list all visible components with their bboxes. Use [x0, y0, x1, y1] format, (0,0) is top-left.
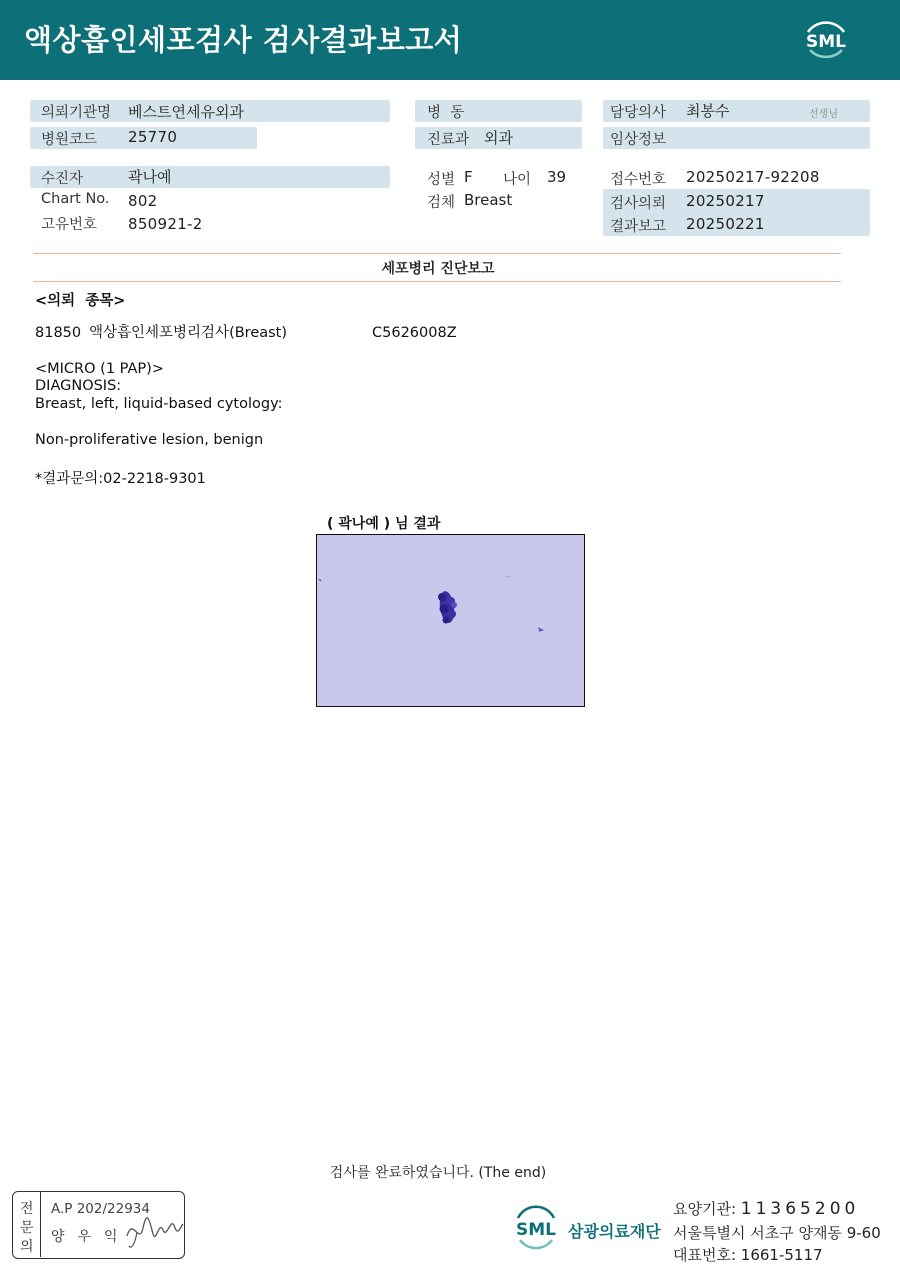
doctor-value: 최봉수 [686, 102, 730, 120]
institution-value: 베스트연세유외과 [128, 103, 244, 121]
department-label: 진료과 [427, 132, 470, 148]
specimen-value: Breast [464, 191, 513, 209]
report-date-value: 20250221 [686, 215, 765, 233]
micro-heading: <MICRO (1 PAP)> [35, 361, 164, 377]
report-title: 액상흡인세포검사 검사결과보고서 [24, 23, 463, 57]
receipt-label: 접수번호 [610, 172, 667, 188]
section-title: 세포병리 진단보고 [381, 261, 495, 277]
phone-label: 대표번호: [673, 1246, 737, 1264]
request-label: 검사의뢰 [610, 196, 667, 212]
end-text: 검사를 완료하였습니다. (The end) [329, 1165, 547, 1181]
pathologist-name: 양우익 [51, 1229, 131, 1245]
svg-text:SML: SML [806, 32, 846, 52]
test-name: 액상흡인세포병리검사(Breast) [89, 325, 288, 341]
chart-value: 802 [128, 192, 158, 210]
signature-mark [123, 1206, 185, 1252]
phone-line [673, 1244, 823, 1265]
diagnosis-site: Breast, left, liquid-based cytology: [35, 396, 283, 412]
sex-label: 성별 [427, 172, 456, 188]
receipt-value: 20250217-92208 [686, 168, 820, 186]
pathologist-license: A.P 202/22934 [51, 1201, 150, 1217]
hospital-code-value: 25770 [128, 128, 178, 146]
doctor-label: 담당의사 [610, 105, 667, 121]
care-value: 11365200 [740, 1199, 860, 1219]
test-id: C5626008Z [372, 325, 457, 341]
request-heading: <의뢰 종목> [35, 293, 126, 309]
care-label: 요양기관: [673, 1200, 737, 1218]
foundation-name: 삼광의료재단 [568, 1222, 661, 1241]
chart-label: Chart No. [41, 191, 110, 207]
report-date-label: 결과보고 [610, 219, 667, 235]
foundation-logo-icon [510, 1200, 562, 1256]
ward-label: 병 동 [427, 105, 465, 121]
care-institution-line [673, 1198, 859, 1219]
department-value: 외과 [484, 129, 513, 147]
signbox-char-2: 문 [20, 1220, 34, 1236]
specimen-label: 검체 [427, 195, 456, 211]
age-label: 나이 [503, 172, 532, 188]
signbox-char-1: 전 [20, 1201, 34, 1217]
section-rule-bottom [33, 281, 841, 282]
address: 서울특별시 서초구 양재동 9-60 [673, 1224, 881, 1242]
test-code: 81850 [35, 325, 82, 341]
institution-label: 의뢰기관명 [41, 105, 112, 121]
image-caption: ( 곽나예 ) 님 결과 [327, 516, 441, 532]
sex-value: F [464, 168, 473, 186]
signbox-char-3: 의 [20, 1239, 34, 1255]
id-label: 고유번호 [41, 217, 98, 233]
request-value: 20250217 [686, 192, 765, 210]
patient-bar [30, 166, 390, 188]
svg-text:SML: SML [516, 1220, 556, 1240]
section-rule-top [33, 253, 841, 254]
phone-value: 1661-5117 [740, 1246, 823, 1264]
hospital-code-label: 병원코드 [41, 132, 98, 148]
diagnosis-label: DIAGNOSIS: [35, 378, 122, 394]
contact-line: *결과문의:02-2218-9301 [35, 471, 206, 487]
pathologist-signbox [12, 1191, 185, 1259]
id-value: 850921-2 [128, 215, 203, 233]
patient-label: 수진자 [41, 171, 84, 187]
sml-logo-icon [798, 12, 854, 68]
patient-value: 곽나예 [128, 168, 172, 186]
clinical-label: 임상정보 [610, 132, 667, 148]
diagnosis-result: Non-proliferative lesion, benign [35, 432, 264, 448]
age-value: 39 [547, 168, 567, 186]
cytology-image [316, 534, 585, 707]
doctor-suffix: 선생님 [809, 109, 838, 120]
